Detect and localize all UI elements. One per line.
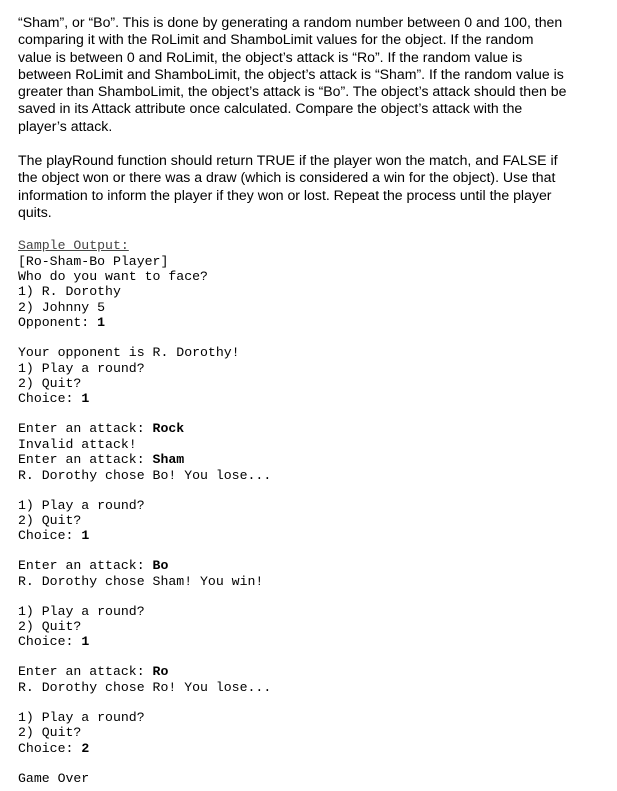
attack-input: Sham (152, 452, 185, 468)
attack-input: Ro (152, 664, 169, 680)
attack-line (18, 421, 608, 436)
attack-prompt: Enter an attack: (18, 558, 153, 574)
blank-line (18, 589, 608, 604)
paragraph-playround: The playRound function should return TRUE if the player won the match, and FALSE if the object won or there was a draw (which is considered a win for the object). Use that information to inform the player if they won or lost. Repeat the process until the player quits. (18, 152, 558, 220)
round-result: R. Dorothy chose Sham! You win! (18, 573, 264, 589)
menu-quit: 2) Quit? (18, 725, 82, 741)
choice-input: 1 (81, 634, 90, 650)
attack-prompt: Enter an attack: (18, 421, 153, 437)
menu-quit: 2) Quit? (18, 375, 82, 391)
menu-quit: 2) Quit? (18, 512, 82, 528)
blank-line (18, 331, 608, 346)
sample-output (18, 238, 608, 786)
menu-quit: 2) Quit? (18, 619, 82, 635)
attack-prompt: Enter an attack: (18, 664, 153, 680)
paragraph-attack-rules: “Sham”, or “Bo”. This is done by generating a random number between 0 and 100, then comparing it with the RoLimit and ShamboLimit values for the object. If the random value is between 0 and RoLimit, the object’s attack is “Ro”. If the random value is between RoLimit and ShamboLimit, the object’s attack is “Sham”. If the random value is greater than ShamboLimit, the object’s attack is “Bo”. The object’s attack should then be saved in its Attack attribute once calculated. Compare the object’s attack with the player’s attack. (18, 14, 567, 134)
choice-line (18, 634, 608, 649)
choice-prompt: Choice: (18, 391, 82, 407)
attack-line (18, 452, 608, 467)
attack-input: Bo (152, 558, 169, 574)
blank-line (18, 483, 608, 498)
blank-line (18, 407, 608, 422)
blank-line (18, 544, 608, 559)
blank-line (18, 650, 608, 665)
choice-input: 1 (81, 528, 90, 544)
opponent-line (18, 315, 608, 330)
choice-line (18, 741, 608, 756)
invalid-attack-message: Invalid attack! (18, 436, 137, 452)
attack-prompt: Enter an attack: (18, 452, 153, 468)
choice-input: 2 (81, 740, 90, 756)
game-over-message: Game Over (18, 770, 90, 786)
attack-line (18, 558, 608, 573)
menu-play: 1) Play a round? (18, 603, 145, 619)
choice-prompt: Choice: (18, 528, 82, 544)
opponent-option-1: 1) R. Dorothy (18, 284, 121, 300)
opponent-input: 1 (97, 315, 106, 331)
choice-line (18, 528, 608, 543)
menu-play: 1) Play a round? (18, 497, 145, 513)
choice-prompt: Choice: (18, 634, 82, 650)
program-header: [Ro-Sham-Bo Player] (18, 253, 169, 269)
document-page (18, 14, 608, 786)
opponent-option-2: 2) Johnny 5 (18, 299, 106, 315)
sample-output-heading: Sample Output: (18, 238, 129, 254)
choice-input: 1 (81, 391, 90, 407)
round-result: R. Dorothy chose Bo! You lose... (18, 467, 272, 483)
opponent-prompt: Opponent: (18, 315, 98, 331)
blank-line (18, 756, 608, 771)
menu-play: 1) Play a round? (18, 360, 145, 376)
attack-input: Rock (152, 421, 185, 437)
opponent-announcement: Your opponent is R. Dorothy! (18, 345, 240, 361)
attack-line (18, 664, 608, 679)
menu-play: 1) Play a round? (18, 709, 145, 725)
face-prompt: Who do you want to face? (18, 269, 208, 285)
round-result: R. Dorothy chose Ro! You lose... (18, 679, 272, 695)
choice-prompt: Choice: (18, 740, 82, 756)
choice-line (18, 391, 608, 406)
blank-line (18, 695, 608, 710)
